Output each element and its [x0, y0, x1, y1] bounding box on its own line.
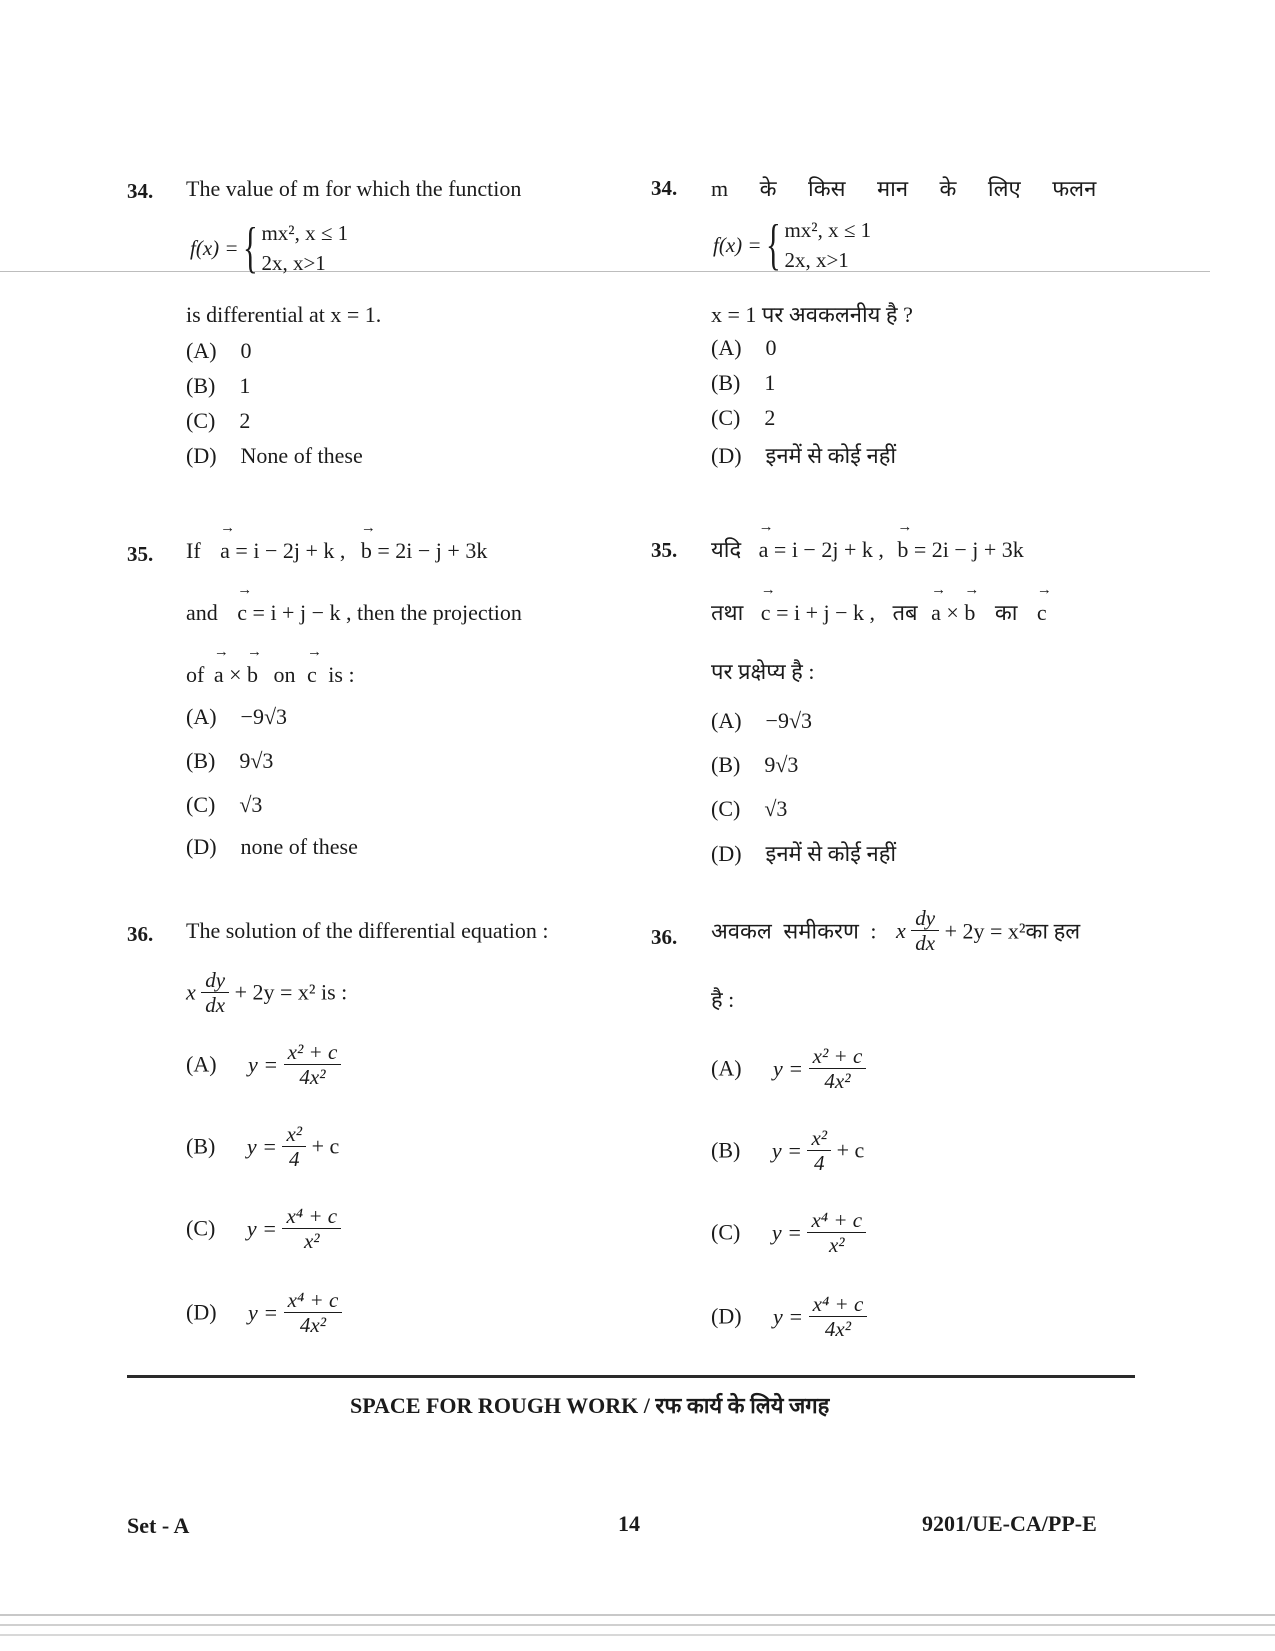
option-a: (A) −9√3: [711, 708, 813, 733]
option-d: (D) None of these: [186, 443, 363, 468]
vector-definitions: If → a = i − 2j + k , → b = 2i − j + 3k: [186, 538, 487, 564]
question-number: 34.: [651, 176, 678, 200]
question-number: 36.: [127, 922, 154, 946]
piecewise-function: f(x) = { mx², x ≤ 1 2x, x>1: [190, 217, 349, 280]
option-a: (A) y = $\frac{\text{x² + c}}{\text{4x²}}$: [711, 1044, 866, 1093]
option-b: (B) y = $\frac{\text{x²}}{4}$ + c: [711, 1126, 865, 1176]
option-a: (A) −9√3: [186, 704, 288, 729]
option-b: (B) 1: [711, 370, 776, 395]
piecewise-function: f(x) = { mx², x ≤ 1 2x, x>1: [713, 214, 872, 277]
scan-line-bottom: [0, 1614, 1275, 1616]
scan-line: [0, 271, 1210, 272]
option-b: (B) 9√3: [186, 748, 274, 773]
case-1: mx², x ≤ 1: [784, 218, 872, 242]
option-c: (C) y = $\frac{\text{x⁴ + c}}{\text{x²}}$: [186, 1204, 341, 1253]
option-d: (D) इनमें से कोई नहीं: [711, 443, 897, 468]
option-b: (B) y = $\frac{\text{x²}}{4}$ + c: [186, 1122, 340, 1172]
question-stem: The solution of the differential equation :: [186, 918, 549, 943]
vector-a: → a: [220, 538, 230, 564]
set-label: Set - A: [127, 1513, 190, 1538]
option-a: (A) 0: [711, 335, 777, 360]
vector-c-line: तथा → c = i + j − k , तब → a × → b का → c: [711, 597, 1047, 627]
fx-label: f(x) =: [713, 232, 762, 257]
case-2: 2x, x>1: [784, 248, 849, 273]
rough-work-label: SPACE FOR ROUGH WORK / रफ कार्य के लिये जगह: [350, 1393, 830, 1418]
vector-c-line: and → c = i + j − k , then the projection: [186, 600, 522, 626]
scan-line-bottom: [0, 1634, 1275, 1636]
question-tail: x = 1 पर अवकलनीय है ?: [711, 302, 913, 327]
vector-b: → b: [361, 538, 372, 564]
option-a: (A) y = $\frac{\text{x² + c}}{\text{4x²}}$: [186, 1040, 341, 1089]
option-d: (D) none of these: [186, 834, 358, 859]
option-c: (C) 2: [186, 408, 251, 433]
option-b: (B) 9√3: [711, 752, 799, 777]
option-c: (C) 2: [711, 405, 776, 430]
question-number: 36.: [651, 925, 678, 949]
differential-equation: x $\frac{dy}{dx}$ + 2y = x² is :: [186, 968, 348, 1018]
option-c: (C) √3: [711, 796, 788, 821]
question-tail: पर प्रक्षेप्य है :: [711, 659, 815, 684]
page-number: 14: [618, 1511, 640, 1536]
option-a: (A) 0: [186, 338, 252, 363]
differential-equation: अवकल समीकरण : x $\frac{dy}{dx}$ + 2y = x²का हल: [711, 906, 1081, 956]
paper-code: 9201/UE-CA/PP-E: [922, 1511, 1097, 1536]
question-tail: is differential at x = 1.: [186, 302, 382, 327]
question-stem: m के किस मान के लिए फलन: [711, 176, 1097, 201]
question-number: 35.: [127, 542, 154, 566]
scan-line-bottom: [0, 1624, 1275, 1626]
option-d: (D) y = $\frac{\text{x⁴ + c}}{\text{4x²}}$: [186, 1288, 342, 1337]
option-c: (C) y = $\frac{\text{x⁴ + c}}{\text{x²}}$: [711, 1208, 866, 1257]
case-1: mx², x ≤ 1: [261, 221, 349, 245]
option-d: (D) इनमें से कोई नहीं: [711, 841, 897, 866]
question-number: 35.: [651, 538, 678, 562]
vector-c: → c: [237, 600, 247, 626]
rough-work-divider: [127, 1375, 1135, 1378]
case-2: 2x, x>1: [261, 251, 326, 276]
question-number: 34.: [127, 179, 154, 203]
projection-line: of → a × → b on → c is :: [186, 662, 355, 688]
option-d: (D) y = $\frac{\text{x⁴ + c}}{\text{4x²}}$: [711, 1292, 867, 1341]
fx-label: f(x) =: [190, 235, 239, 260]
question-stem: The value of m for which the function: [186, 176, 522, 201]
question-tail: है :: [711, 987, 735, 1012]
vector-definitions: यदि → a = i − 2j + k , → b = 2i − j + 3k: [711, 534, 1024, 564]
option-b: (B) 1: [186, 373, 251, 398]
option-c: (C) √3: [186, 792, 263, 817]
